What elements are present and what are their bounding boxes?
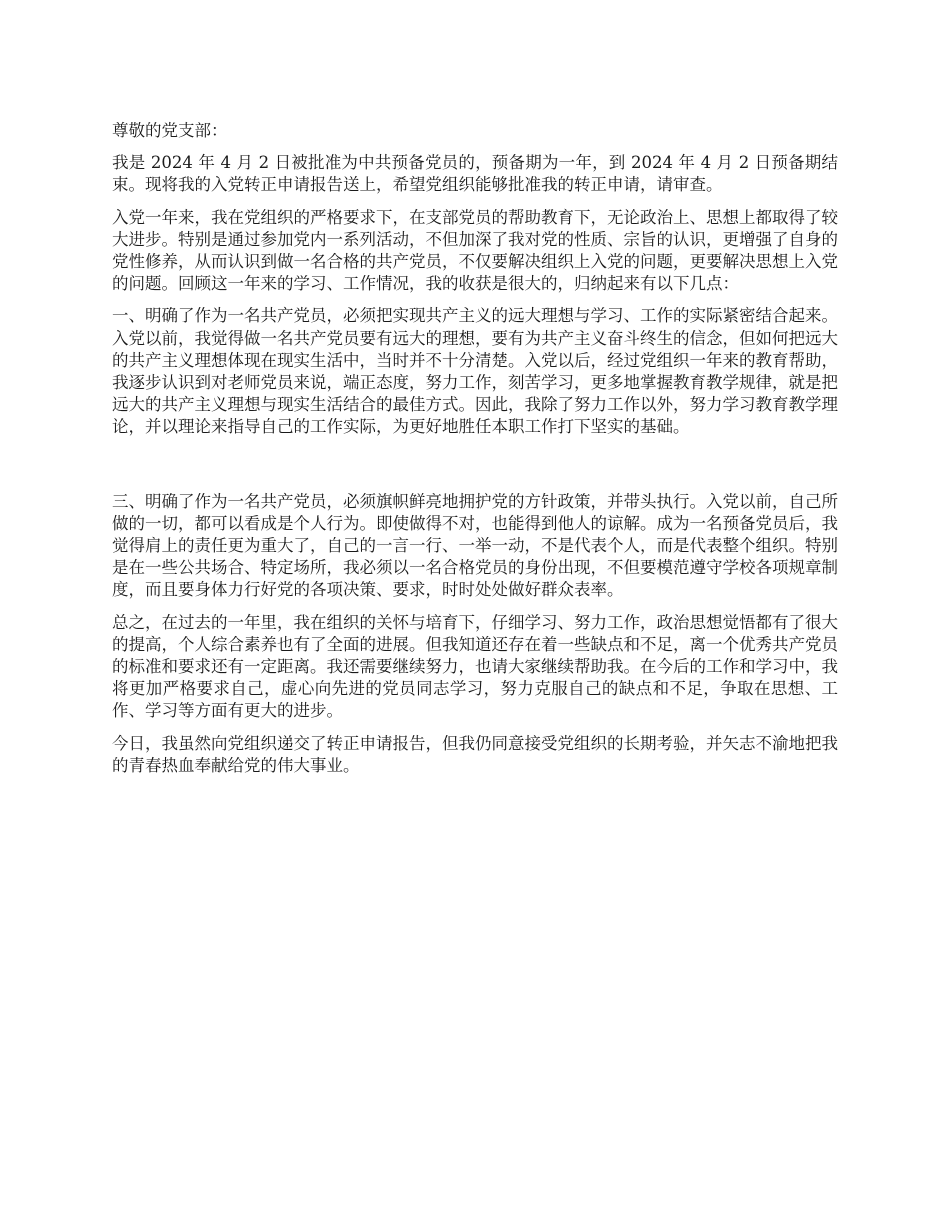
paragraph-summary: 总之，在过去的一年里，我在组织的关怀与培育下，仔细学习、努力工作，政治思想觉悟都有了很大的提高，个人综合素养也有了全面的进展。但我知道还存在着一些缺点和不足，离一个优秀共产党员的标准和要求还有一定距离。我还需要继续努力，也请大家继续帮助我。在今后的工作和学习中，我将更加严格要求自己，虚心向先进的党员同志学习，努力克服自己的缺点和不足，争取在思想、工作、学习等方面有更大的进步。 bbox=[112, 612, 838, 721]
paragraph-point-one: 一、明确了作为一名共产党员，必须把实现共产主义的远大理想与学习、工作的实际紧密结合起来。入党以前，我觉得做一名共产党员要有远大的理想，要有为共产主义奋斗终生的信念，但如何把远大的共产主义理想体现在现实生活中，当时并不十分清楚。入党以后，经过党组织一年来的教育帮助，我逐步认识到对老师党员来说，端正态度，努力工作，刻苦学习，更多地掌握教育教学规律，就是把远大的共产主义理想与现实生活结合的最佳方式。因此，我除了努力工作以外，努力学习教育教学理论，并以理论来指导自己的工作实际，为更好地胜任本职工作打下坚实的基础。 bbox=[112, 306, 838, 437]
paragraph-closing: 今日，我虽然向党组织递交了转正申请报告，但我仍同意接受党组织的长期考验，并矢志不渝地把我的青春热血奉献给党的伟大事业。 bbox=[112, 733, 838, 775]
paragraph-progress: 入党一年来，我在党组织的严格要求下，在支部党员的帮助教育下，无论政治上、思想上都取得了较大进步。特别是通过参加党内一系列活动，不但加深了我对党的性质、宗旨的认识，更增强了自身的党性修养，从而认识到做一名合格的共产党员，不仅要解决组织上入党的问题，更要解决思想上入党的问题。回顾这一年来的学习、工作情况，我的收获是很大的，归纳起来有以下几点： bbox=[112, 207, 838, 294]
blank-gap bbox=[112, 449, 838, 491]
paragraph-intro: 我是 2024 年 4 月 2 日被批准为中共预备党员的，预备期为一年，到 2024 年 4 月 2 日预备期结束。现将我的入党转正申请报告送上，希望党组织能够批准我的转正申请，请审查。 bbox=[112, 153, 838, 195]
salutation: 尊敬的党支部： bbox=[112, 121, 228, 140]
paragraph-point-three: 三、明确了作为一名共产党员，必须旗帜鲜亮地拥护党的方针政策，并带头执行。入党以前，自己所做的一切，都可以看成是个人行为。即使做得不对，也能得到他人的谅解。成为一名预备党员后，我觉得肩上的责任更为重大了，自己的一言一行、一举一动，不是代表个人，而是代表整个组织。特别是在一些公共场合、特定场所，我必须以一名合格党员的身份出现，不但要模范遵守学校各项规章制度，而且要身体力行好党的各项决策、要求，时时处处做好群众表率。 bbox=[112, 491, 838, 600]
document-body bbox=[112, 120, 838, 777]
